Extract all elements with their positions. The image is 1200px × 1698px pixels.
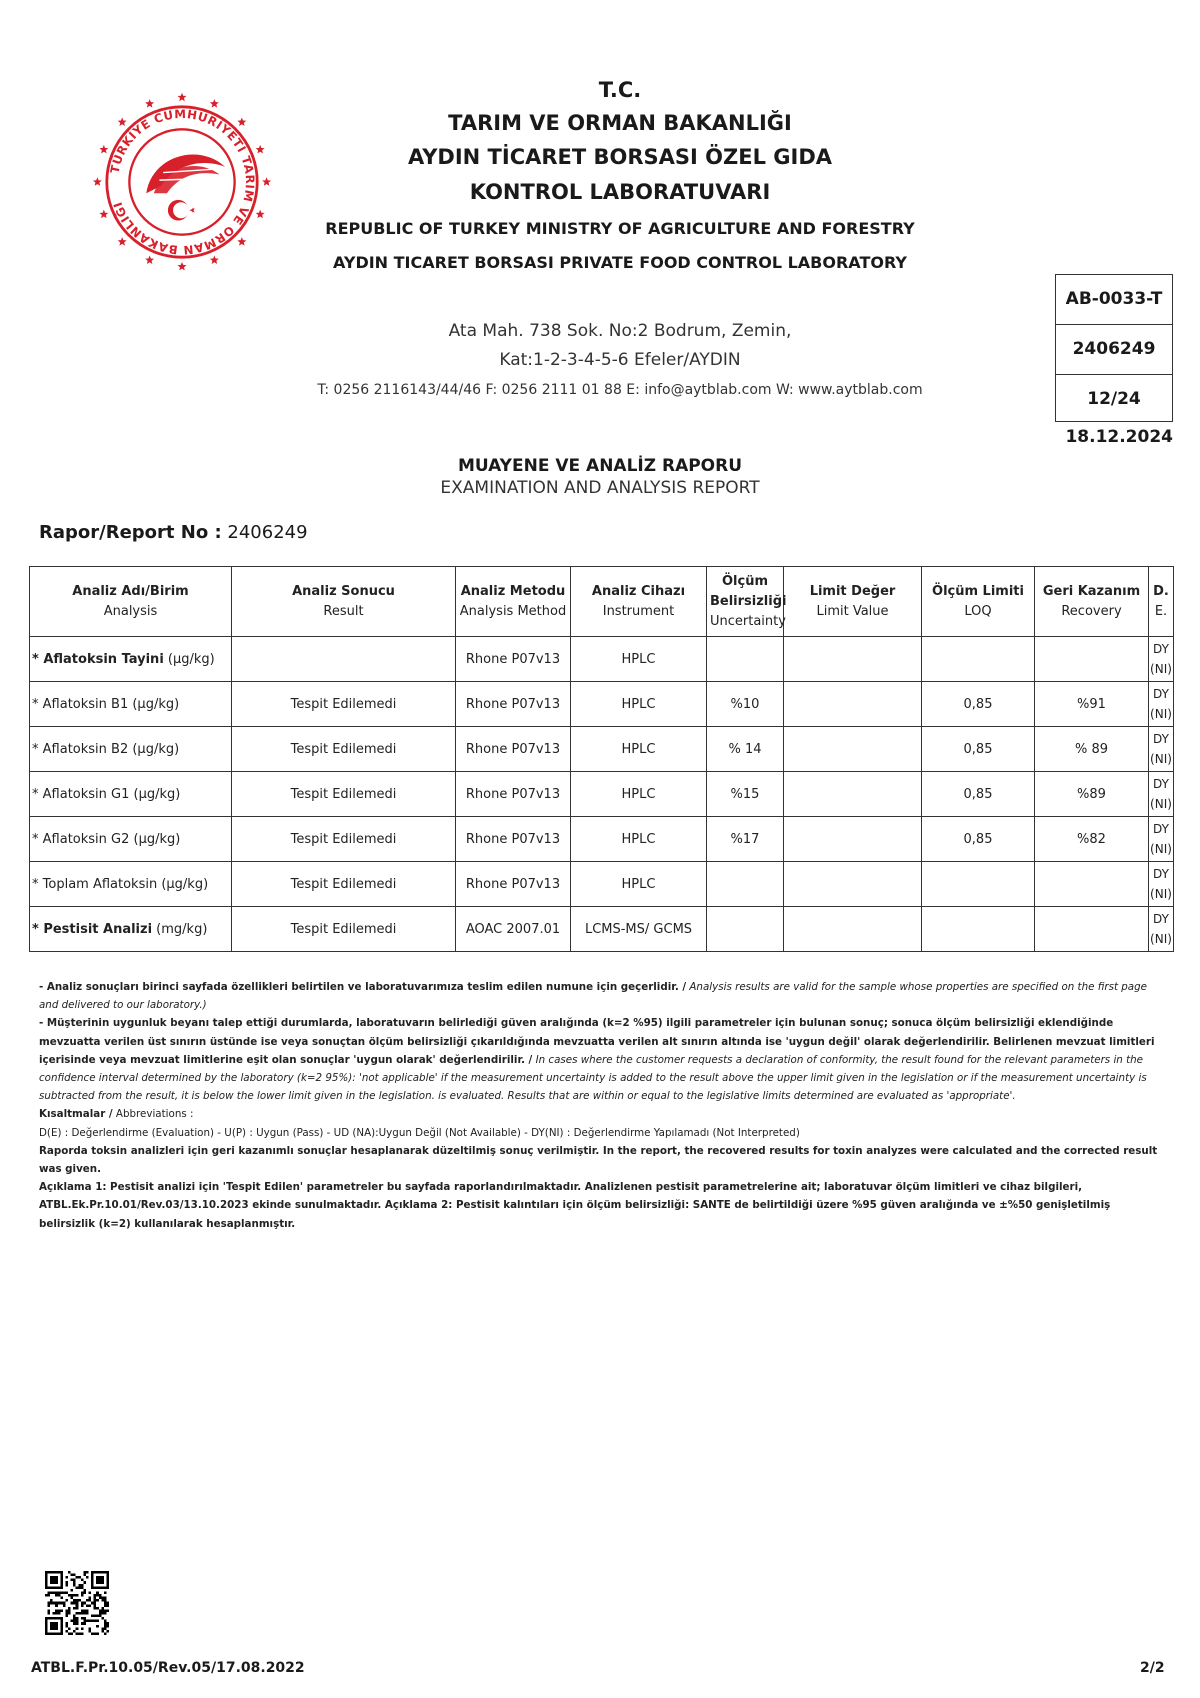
col-header-en: Limit Value: [816, 603, 889, 619]
results-table: [29, 566, 1174, 952]
cell-limit: [784, 682, 922, 727]
table-row: [30, 727, 1174, 772]
cell-uncertainty: [707, 907, 784, 952]
cell-analysis: [30, 637, 232, 682]
col-header: [571, 567, 707, 637]
header-ministry-en: REPUBLIC OF TURKEY MINISTRY OF AGRICULTURE AND FORESTRY: [325, 219, 915, 238]
col-header: [922, 567, 1035, 637]
cell-result: Tespit Edilemedi: [232, 907, 456, 952]
analysis-name: Aflatoksin B2: [42, 741, 129, 757]
abbr-label: Kısaltmalar /: [39, 1108, 113, 1121]
analysis-name: Aflatoksin Tayini: [43, 651, 164, 667]
header-lab-en: AYDIN TICARET BORSASI PRIVATE FOOD CONTROL LABORATORY: [333, 253, 907, 272]
seal-ring-text: TÜRKİYE CUMHURİYETİ TARIM VE ORMAN BAKANLIĞI: [107, 106, 258, 258]
analysis-unit: (µg/kg): [129, 831, 181, 847]
cell-evaluation: [1149, 682, 1174, 727]
accredited-star: *: [32, 786, 43, 802]
note-conformity-en: In cases where the customer requests a declaration of conformity, the result found for the relevant parameters in the confidence interval determined by the laboratory (k=2 95%): 'not applicable' if the measurement uncertainty is added to the result above the upper limit given in the legislation or if the measurement uncertainty is subtracted from the result, it is below the lower limit given in the legislation. is evaluated. Results that are within or equal to the legislative limits determined are evaluated as 'appropriate'.: [39, 1053, 1147, 1103]
doc-code: AB-0033-T: [1056, 275, 1172, 325]
cell-loq: 0,85: [922, 817, 1035, 862]
cell-uncertainty: [707, 862, 784, 907]
ministry-seal-logo: [88, 88, 276, 276]
evaluation-code-en: (NI): [1150, 887, 1172, 901]
col-header: [30, 567, 232, 637]
analysis-unit: (µg/kg): [157, 876, 209, 892]
doc-period: 12/24: [1087, 389, 1141, 409]
col-header-tr: Geri Kazanım: [1042, 583, 1141, 599]
cell-result: Tespit Edilemedi: [232, 682, 456, 727]
cell-result: Tespit Edilemedi: [232, 817, 456, 862]
report-title-en: EXAMINATION AND ANALYSIS REPORT: [440, 478, 760, 498]
report-date: 18.12.2024: [1065, 427, 1173, 447]
cell-evaluation: [1149, 727, 1174, 772]
evaluation-code: DY: [1153, 777, 1169, 791]
evaluation-code-en: (NI): [1150, 752, 1172, 766]
evaluation-code: DY: [1153, 912, 1169, 926]
table-header-row: [30, 567, 1174, 637]
cell-uncertainty: % 14: [707, 727, 784, 772]
col-header: [232, 567, 456, 637]
col-header: [1035, 567, 1149, 637]
col-header: [707, 567, 787, 637]
cell-result: Tespit Edilemedi: [232, 772, 456, 817]
table-row: [30, 817, 1174, 862]
cell-uncertainty: %15: [707, 772, 784, 817]
evaluation-code: DY: [1153, 732, 1169, 746]
col-header-en: Analysis Method: [459, 603, 567, 619]
report-number: [39, 522, 308, 543]
cell-loq: 0,85: [922, 772, 1035, 817]
contact-line: T: 0256 2116143/44/46 F: 0256 2111 01 88 E: info@aytblab.com W: www.aytblab.com: [317, 382, 923, 398]
note-validity: [39, 978, 1169, 1014]
col-header-en: Analysis: [103, 603, 158, 619]
evaluation-code-en: (NI): [1150, 662, 1172, 676]
cell-instrument: HPLC: [571, 637, 707, 682]
cell-limit: [784, 907, 922, 952]
cell-recovery: [1035, 862, 1149, 907]
cell-limit: [784, 637, 922, 682]
evaluation-code: DY: [1153, 822, 1169, 836]
cell-result: [232, 637, 456, 682]
accredited-star: *: [32, 696, 43, 712]
note-conformity-tr: - Müşterinin uygunluk beyanı talep ettiği durumlarda, laboratuvarın belirlediği güven aralığında (k=2 %95) ilgili parametreler için bulunan sonuç; sonuca ölçüm belirsizliği eklendiğinde mevzuatta verilen üst sınırın üstünde ise veya sonuçtan ölçüm belirsizliği çıkarıldığında mevzuatta verilen alt sınırın altında ise 'uygun değil' olarak değerlendirilir. Belirlenen mevzuat limitleri içerisinde veya mevzuat limitlerine eşit olan sonuçlar 'uygun olarak' değerlendirilir. /: [39, 1017, 1155, 1066]
note-abbreviations-list: D(E) : Değerlendirme (Evaluation) - U(P) : Uygun (Pass) - UD (NA):Uygun Değil (Not Available) - DY(NI) : Değerlendirme Yapılamadı (Not Interpreted): [39, 1126, 800, 1139]
analysis-unit: (µg/kg): [163, 651, 215, 667]
evaluation-code-en: (NI): [1150, 797, 1172, 811]
cell-loq: [922, 862, 1035, 907]
table-row: [30, 862, 1174, 907]
page-number: 2/2: [1140, 1660, 1165, 1676]
accredited-star: *: [32, 651, 44, 667]
note-validity-tr: - Analiz sonuçları birinci sayfada özellikleri belirtilen ve laboratuvarımıza teslim edilen numune için geçerlidir. /: [39, 981, 687, 993]
note-conformity: [39, 1014, 1169, 1105]
address-line1: Ata Mah. 738 Sok. No:2 Bodrum, Zemin,: [448, 321, 792, 341]
cell-analysis: [30, 907, 232, 952]
qr-code: [45, 1571, 109, 1635]
address-line2: Kat:1-2-3-4-5-6 Efeler/AYDIN: [499, 350, 741, 370]
evaluation-code: DY: [1153, 867, 1169, 881]
col-header: [1149, 567, 1174, 637]
cell-instrument: HPLC: [571, 682, 707, 727]
col-header-tr: Ölçüm Belirsizliği: [710, 573, 787, 609]
col-header-en: Recovery: [1061, 603, 1122, 619]
analysis-name: Pestisit Analizi: [43, 921, 153, 937]
header-lab-line2: KONTROL LABORATUVARI: [469, 180, 771, 204]
analysis-name: Aflatoksin B1: [42, 696, 129, 712]
abbr-label-en: Abbreviations :: [112, 1108, 194, 1121]
col-header: [784, 567, 922, 637]
cell-loq: 0,85: [922, 682, 1035, 727]
cell-limit: [784, 817, 922, 862]
cell-result: Tespit Edilemedi: [232, 727, 456, 772]
report-number-label: Rapor/Report No :: [39, 522, 222, 543]
cell-loq: [922, 907, 1035, 952]
cell-method: Rhone P07v13: [456, 637, 571, 682]
cell-method: Rhone P07v13: [456, 772, 571, 817]
col-header-tr: Ölçüm Limiti: [932, 583, 1024, 599]
accredited-star: *: [32, 921, 44, 937]
cell-instrument: HPLC: [571, 727, 707, 772]
analysis-unit: (mg/kg): [152, 921, 208, 937]
cell-analysis: [30, 682, 232, 727]
cell-result: Tespit Edilemedi: [232, 862, 456, 907]
cell-analysis: [30, 862, 232, 907]
cell-instrument: HPLC: [571, 862, 707, 907]
form-code: ATBL.F.Pr.10.05/Rev.05/17.08.2022: [31, 1660, 305, 1676]
table-row: [30, 682, 1174, 727]
note-explanation: Açıklama 1: Pestisit analizi için 'Tespit Edilen' parametreler bu sayfada raporlandırılmaktadır. Analizlenen pestisit parametrelerine ait; laboratuvar ölçüm limitleri ve cihaz bilgileri, ATBL.Ek.Pr.10.01/Rev.03/13.10.2023 ekinde sunulmaktadır. Açıklama 2: Pestisit kalıntıları için ölçüm belirsizliği: SANTE de belirtildiği üzere %95 güven aralığında ve ±%50 genişletilmiş belirsizlik (k=2) kullanılarak hesaplanmıştır.: [39, 1181, 1111, 1230]
report-number-value: 2406249: [227, 522, 308, 543]
cell-uncertainty: [707, 637, 784, 682]
accredited-star: *: [32, 876, 43, 892]
cell-evaluation: [1149, 772, 1174, 817]
col-header-tr: Limit Değer: [809, 583, 896, 599]
cell-evaluation: [1149, 907, 1174, 952]
col-header-en: E.: [1154, 603, 1168, 619]
cell-evaluation: [1149, 862, 1174, 907]
col-header-en: Instrument: [602, 603, 675, 619]
evaluation-code: DY: [1153, 687, 1169, 701]
cell-recovery: %82: [1035, 817, 1149, 862]
note-validity-en: Analysis results are valid for the sample whose properties are specified on the first page and delivered to our laboratory.): [39, 981, 1147, 1012]
analysis-name: Toplam Aflatoksin: [42, 876, 158, 892]
col-header-en: Result: [323, 603, 364, 619]
cell-recovery: %91: [1035, 682, 1149, 727]
cell-recovery: [1035, 637, 1149, 682]
analysis-unit: (µg/kg): [128, 696, 180, 712]
header-lab-line1: AYDIN TİCARET BORSASI ÖZEL GIDA: [407, 145, 833, 169]
col-header-en: Uncertainty: [710, 613, 786, 629]
analysis-unit: (µg/kg): [128, 741, 180, 757]
table-row: [30, 772, 1174, 817]
cell-analysis: [30, 772, 232, 817]
evaluation-code-en: (NI): [1150, 707, 1172, 721]
evaluation-code: DY: [1153, 642, 1169, 656]
cell-recovery: %89: [1035, 772, 1149, 817]
cell-method: Rhone P07v13: [456, 682, 571, 727]
notes-section: [39, 978, 1169, 1233]
cell-method: Rhone P07v13: [456, 817, 571, 862]
cell-limit: [784, 862, 922, 907]
cell-loq: [922, 637, 1035, 682]
cell-limit: [784, 772, 922, 817]
cell-method: AOAC 2007.01: [456, 907, 571, 952]
header-tc: T.C.: [598, 78, 642, 102]
table-body: [30, 637, 1174, 952]
cell-evaluation: [1149, 817, 1174, 862]
col-header: [456, 567, 571, 637]
table-row: [30, 637, 1174, 682]
col-header-tr: Analiz Metodu: [460, 583, 566, 599]
cell-instrument: HPLC: [571, 772, 707, 817]
cell-recovery: % 89: [1035, 727, 1149, 772]
note-abbreviations-title: [39, 1105, 1169, 1123]
analysis-name: Aflatoksin G2: [42, 831, 130, 847]
cell-recovery: [1035, 907, 1149, 952]
cell-method: Rhone P07v13: [456, 862, 571, 907]
accredited-star: *: [32, 831, 43, 847]
cell-evaluation: [1149, 637, 1174, 682]
col-header-tr: D.: [1153, 583, 1169, 599]
note-toxin: Raporda toksin analizleri için geri kazanımlı sonuçlar hesaplanarak düzeltilmiş sonuç verilmiştir. In the report, the recovered results for toxin analyzes were calculated and the corrected result was given.: [39, 1144, 1158, 1176]
col-header-en: LOQ: [964, 603, 992, 619]
cell-analysis: [30, 727, 232, 772]
report-code-box: [1055, 274, 1173, 422]
analysis-name: Aflatoksin G1: [42, 786, 130, 802]
evaluation-code-en: (NI): [1150, 932, 1172, 946]
doc-number: 2406249: [1056, 325, 1172, 375]
cell-uncertainty: %17: [707, 817, 784, 862]
accredited-star: *: [32, 741, 43, 757]
report-title-tr: MUAYENE VE ANALİZ RAPORU: [457, 456, 743, 476]
cell-loq: 0,85: [922, 727, 1035, 772]
cell-analysis: [30, 817, 232, 862]
col-header-tr: Analiz Sonucu: [292, 583, 395, 599]
cell-method: Rhone P07v13: [456, 727, 571, 772]
col-header-tr: Analiz Cihazı: [591, 583, 686, 599]
header-ministry: TARIM VE ORMAN BAKANLIĞI: [448, 111, 792, 135]
analysis-unit: (µg/kg): [129, 786, 181, 802]
col-header-tr: Analiz Adı/Birim: [72, 583, 189, 599]
cell-instrument: LCMS-MS/ GCMS: [571, 907, 707, 952]
cell-instrument: HPLC: [571, 817, 707, 862]
evaluation-code-en: (NI): [1150, 842, 1172, 856]
cell-limit: [784, 727, 922, 772]
table-row: [30, 907, 1174, 952]
cell-uncertainty: %10: [707, 682, 784, 727]
